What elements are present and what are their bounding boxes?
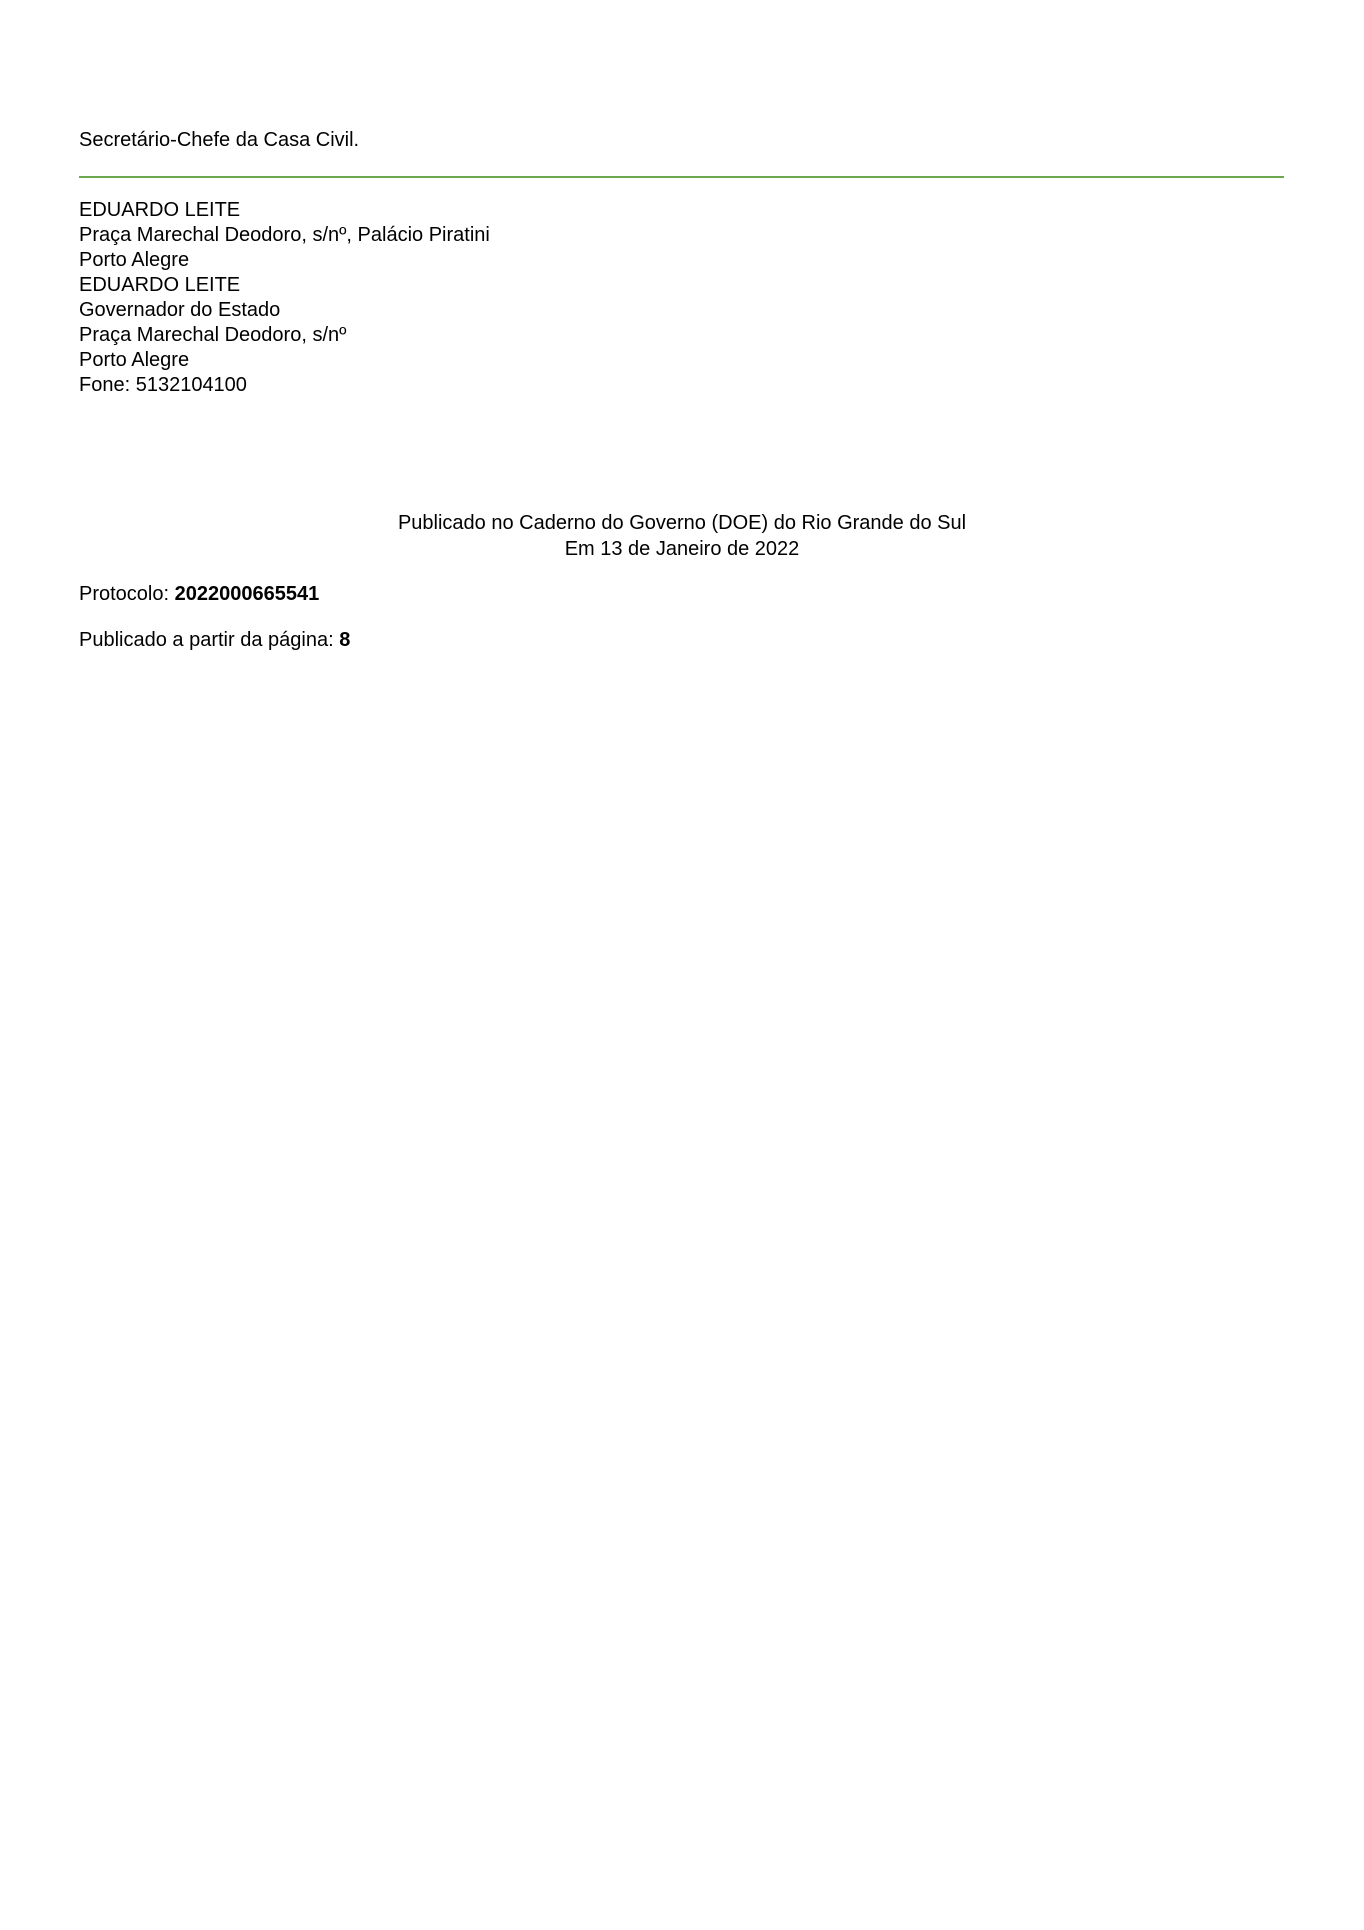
protocol-row xyxy=(79,582,319,606)
signatory-title: Governador do Estado xyxy=(79,299,281,321)
signatory-block xyxy=(79,198,490,398)
signatory-address: Praça Marechal Deodoro, s/nº, Palácio Piratini xyxy=(79,224,490,246)
publication-source: Publicado no Caderno do Governo (DOE) do Rio Grande do Sul xyxy=(397,512,967,534)
signatory-name: EDUARDO LEITE xyxy=(79,274,241,296)
start-page-number: 8 xyxy=(339,629,351,651)
start-page-row xyxy=(79,628,350,652)
protocol-number: 2022000665541 xyxy=(174,583,320,605)
signatory-city: Porto Alegre xyxy=(79,249,190,271)
section-divider xyxy=(79,176,1284,178)
protocol-label: Protocolo: xyxy=(79,583,170,605)
signatory-phone: Fone: 5132104100 xyxy=(79,374,247,396)
closing-line: Secretário-Chefe da Casa Civil. xyxy=(79,129,360,151)
publication-date: Em 13 de Janeiro de 2022 xyxy=(564,538,800,560)
signatory-name: EDUARDO LEITE xyxy=(79,199,241,221)
signatory-city: Porto Alegre xyxy=(79,349,190,371)
start-page-label: Publicado a partir da página: xyxy=(79,629,334,651)
signatory-address: Praça Marechal Deodoro, s/nº xyxy=(79,324,347,346)
publication-notice xyxy=(0,510,1364,562)
